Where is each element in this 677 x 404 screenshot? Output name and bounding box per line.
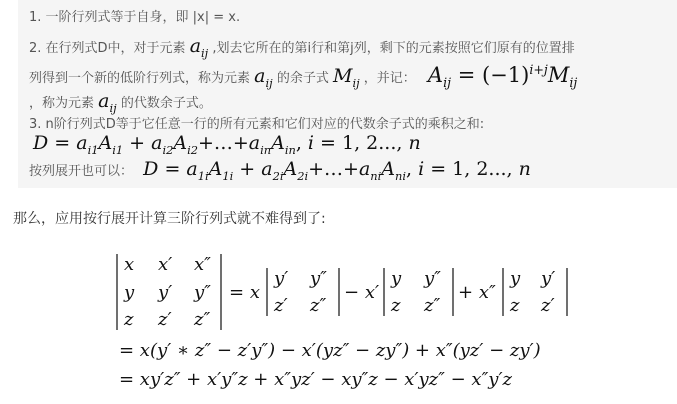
element-aij-2: $a_{ij}$ [254, 65, 273, 90]
svg-text:z″: z″ [310, 295, 327, 316]
minor-Mij: $M_{ij}$ [332, 65, 360, 90]
svg-text:y: y [124, 282, 135, 303]
note-line-1: 1. 一阶行列式等于自身，即 |x| = x. [29, 10, 241, 25]
note-line-4-text-a: ，称为元素 [29, 96, 95, 111]
note-line-2-text-a: 2. 在行列式D中，对于元素 [29, 41, 186, 56]
svg-text:z: z [510, 295, 520, 316]
note-line-2-text-b: ,划去它所在的第i行和第j列，剩下的元素按照它们原有的位置排 [212, 41, 575, 56]
formula-line-1: = x(y′ ∗ z″ − z′y″) − x′(yz″ − zy″) + x″(yz′ − zy′) [119, 340, 541, 361]
svg-text:x″: x″ [194, 254, 211, 275]
cofactor-formula: $A_{ij} = (-1)^{i+j}M_{ij}$ [427, 62, 578, 91]
note-line-5: 3. n阶行列式D等于它任意一行的所有元素和它们对应的代数余子式的乘积之和: [29, 117, 485, 132]
svg-text:y″: y″ [424, 268, 441, 289]
svg-text:+ x″: + x″ [458, 282, 496, 303]
element-aij: $a_{ij}$ [189, 35, 209, 60]
note-line-3-text-b: 的余子式 [276, 71, 329, 86]
note-line-7-text: 按列展开也可以： [29, 164, 134, 179]
svg-text:− x′: − x′ [344, 282, 380, 303]
note-line-3-text-a: 列得到一个新的低阶行列式，称为元素 [29, 71, 251, 86]
svg-text:y: y [391, 268, 402, 289]
svg-text:y′: y′ [274, 268, 289, 289]
svg-text:x′: x′ [158, 254, 173, 275]
svg-text:y″: y″ [310, 268, 327, 289]
svg-text:y′: y′ [541, 268, 556, 289]
svg-text:= x: = x [229, 282, 260, 303]
body-paragraph: 那么，应用按行展开计算三阶行列式就不难得到了: [13, 211, 326, 227]
svg-text:y′: y′ [158, 282, 173, 303]
svg-text:y: y [510, 268, 521, 289]
svg-text:z″: z″ [424, 295, 441, 316]
svg-text:z′: z′ [274, 295, 288, 316]
formula-line-2: = xy′z″ + x′y″z + x″yz′ − xy″z − x′yz″ − x″y′z [119, 369, 513, 390]
note-line-3-text-c: ，并记： [363, 71, 416, 86]
row-expansion-formula: $D = a_{i1}A_{i1}$ + $a_{i2}A_{i2}+\dots+a_{in}A_{in}$, i = 1, 2..., n [33, 132, 421, 157]
svg-text:z′: z′ [158, 309, 172, 330]
column-expansion-formula: $D = a_{1i}A_{1i}$ + $a_{2i}A_{2i}+\dots+a_{ni}A_{ni}$, i = 1, 2..., n [143, 158, 531, 183]
svg-text:z: z [391, 295, 401, 316]
svg-text:x: x [124, 254, 135, 275]
note-line-4-text-b: 的代数余子式。 [120, 96, 212, 111]
element-aij-3: $a_{ij}$ [98, 90, 117, 115]
svg-text:z″: z″ [194, 309, 211, 330]
svg-text:z: z [124, 309, 134, 330]
svg-text:y″: y″ [194, 282, 211, 303]
svg-text:z′: z′ [541, 295, 555, 316]
